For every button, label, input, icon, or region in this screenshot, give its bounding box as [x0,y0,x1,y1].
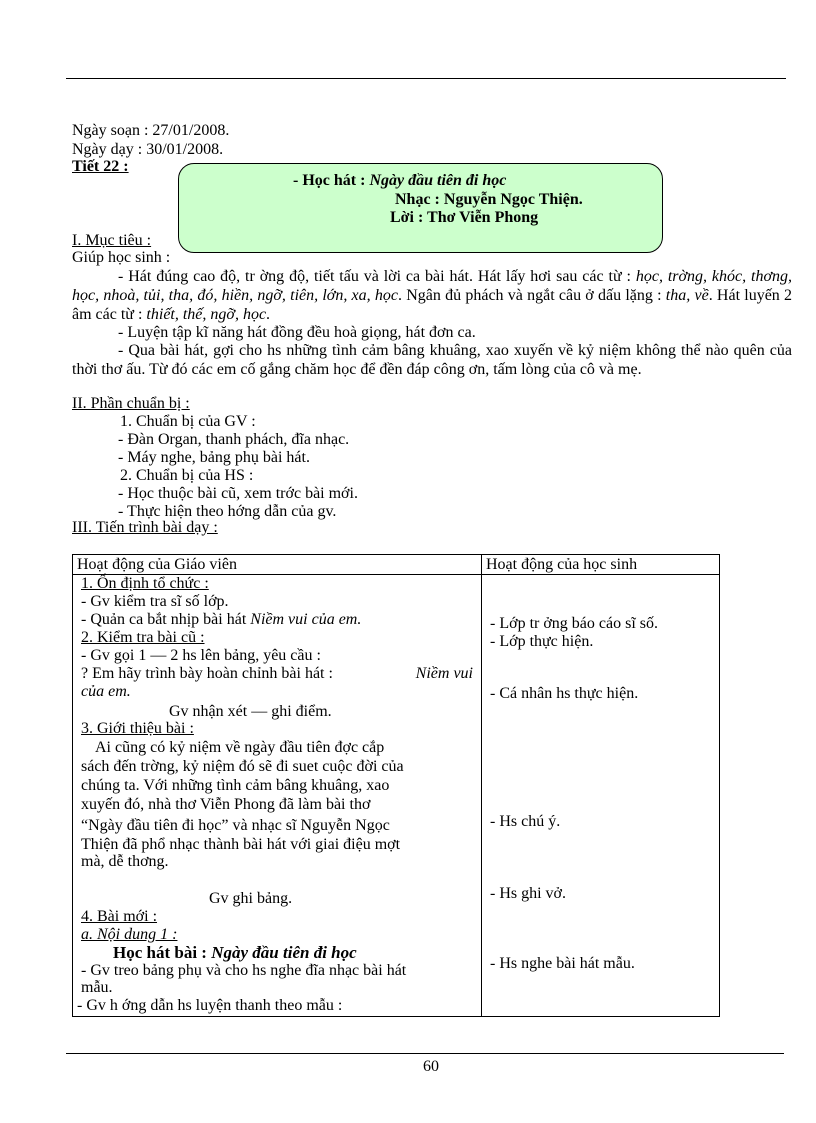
student-response-5: - Hs ghi vở. [490,885,567,902]
step-3-para-1: Ai cũng có kỷ niệm về ngày đầu tiên đợc cắp [95,739,385,756]
objective-1-text-d: . [266,306,271,323]
step-2-line-3: Gv nhận xét — ghi điểm. [169,703,332,720]
gv-prep-item-2: - Máy nghe, bảng phụ bài hát. [118,449,310,466]
hs-prep-item-2: - Thực hiện theo hớng dẫn của gv. [118,503,337,520]
ngay-day: Ngày dạy : 30/01/2008. [72,141,224,158]
title-line-1 [293,172,506,190]
step-3-para-5: “Ngày đầu tiên đi học” và nhạc sĩ Nguyễn Ngọc [81,817,390,834]
step-2-line-2-text: ? Em hãy trình bày hoàn chỉnh bài hát : [81,665,333,682]
objective-1-text-a: - Hát đúng cao độ, tr ờng độ, tiết tấu và lời ca bài hát. Hát lấy hơi sau các từ : [118,268,636,285]
objective-2: - Luyện tập kĩ năng hát đồng đều hoà giọng, hát đơn ca. [118,324,476,341]
page-number: 60 [423,1058,439,1075]
step-2-song-b: của em. [81,683,131,700]
hs-prep-item-1: - Học thuộc bài cũ, xem trớc bài mới. [118,485,358,502]
step-2-song-a: Niềm vui [415,665,473,682]
teacher-activities [73,575,482,1017]
student-response-3: - Cá nhân hs thực hiện. [490,685,639,702]
step-3-line-2: Gv ghi bảng. [209,890,293,907]
hs-prep-heading: 2. Chuẩn bị của HS : [120,467,254,484]
step-2-heading: 2. Kiểm tra bài cũ : [81,629,205,646]
student-activities [482,575,720,1017]
table-header-row [73,555,720,575]
gv-prep-item-1: - Đàn Organ, thanh phách, đĩa nhạc. [118,431,350,448]
student-response-6: - Hs nghe bài hát mẫu. [490,955,635,972]
step-3-para-6: Thiện đã phổ nhạc thành bài hát với giai điệu mợt [81,836,401,853]
step-3-para-4: xuyến đó, nhà thơ Viễn Phong đã làm bài thơ [81,796,371,813]
step-1-line-2 [81,611,361,629]
lesson-title-box [178,163,663,253]
section-1-intro: Giúp học sinh : [72,249,171,266]
section-1-heading: I. Mục tiêu : [72,232,152,249]
objective-1-text-c: . Hát luyến 2 âm các từ : [72,287,793,323]
activities-table [72,554,720,1017]
step-2-line-2 [81,665,473,683]
student-header: Hoạt động của học sinh [482,555,720,575]
step-4-sub: a. Nội dung 1 : [81,926,178,943]
section-2-heading: II. Phần chuẩn bị : [72,395,190,412]
step-4-heading: 4. Bài mới : [81,908,158,925]
objective-1 [72,267,792,324]
step-2-line-1: - Gv gọi 1 — 2 hs lên bảng, yêu cầu : [81,647,321,664]
step-1-song: Niềm vui của em. [250,611,362,628]
section-3-heading: III. Tiến trình bài dạy : [72,519,218,536]
title-song: Ngày đầu tiên đi học [369,172,507,189]
objective-3: - Qua bài hát, gợi cho hs những tình cảm bâng khuâng, xao xuyến về kỷ niệm không thể nào quên của thời thơ ấu. Từ đó các em cố gắng chăm học để đền đáp công ơn, tấm lòng của cô và mẹ. [72,342,792,378]
student-response-2: - Lớp thực hiện. [490,633,594,650]
footer-rule [66,1053,784,1054]
step-3-heading: 3. Giới thiệu bài : [81,720,194,737]
step-2-line-2-cont [81,683,131,701]
teacher-header: Hoạt động của Giáo viên [73,555,482,575]
title-prefix: - Học hát : [293,172,370,189]
title-lyricist: Lời : Thơ Viễn Phong [390,209,539,226]
objective-1-words: học, trờng, khóc, thơng, học, nhoà, tủi, tha, đó, hiền, ngỡ, tiên, lớn, xa, học [72,268,793,304]
objective-1-words-2: tha, về [665,287,709,304]
objective-1-words-3: thiết, thế, ngỡ, học [146,306,267,323]
step-1-heading: 1. Ổn định tổ chức : [81,575,209,592]
student-response-4: - Hs chú ý. [490,813,561,830]
step-1-line-2-text: - Quản ca bắt nhịp bài hát [81,611,251,628]
objective-1-text-b: . Ngân đủ phách và ngắt câu ở dấu lặng : [398,287,666,304]
step-1-line-1: - Gv kiểm tra sĩ số lớp. [81,593,229,610]
ngay-soan: Ngày soạn : 27/01/2008. [72,122,230,139]
step-4-line-1: - Gv treo bảng phụ và cho hs nghe đĩa nhạc bài hát [81,962,407,979]
step-4-line-2: - Gv h ớng dẫn hs luyện thanh theo mẫu : [77,997,343,1014]
gv-prep-heading: 1. Chuẩn bị của GV : [120,413,256,430]
table-body-row [73,575,720,1017]
title-composer: Nhạc : Nguyễn Ngọc Thiện. [395,191,583,208]
step-3-para-7: mà, dễ thơng. [81,853,169,870]
step-4-song: Ngày đầu tiên đi học [211,943,357,962]
step-3-para-3: chúng ta. Với những tình cảm bâng khuâng, xao [81,777,390,794]
step-4-title [113,943,357,963]
step-3-para-2: sách đến trờng, kỷ niệm đó sẽ đi suet cuộc đời của [81,758,404,775]
tiet-label: Tiết 22 : [72,158,129,175]
step-4-line-1-cont: mẫu. [81,979,113,996]
header-rule [66,78,786,79]
student-response-1: - Lớp tr ởng báo cáo sĩ số. [490,615,658,632]
step-4-title-text: Học hát bài : [113,943,212,962]
